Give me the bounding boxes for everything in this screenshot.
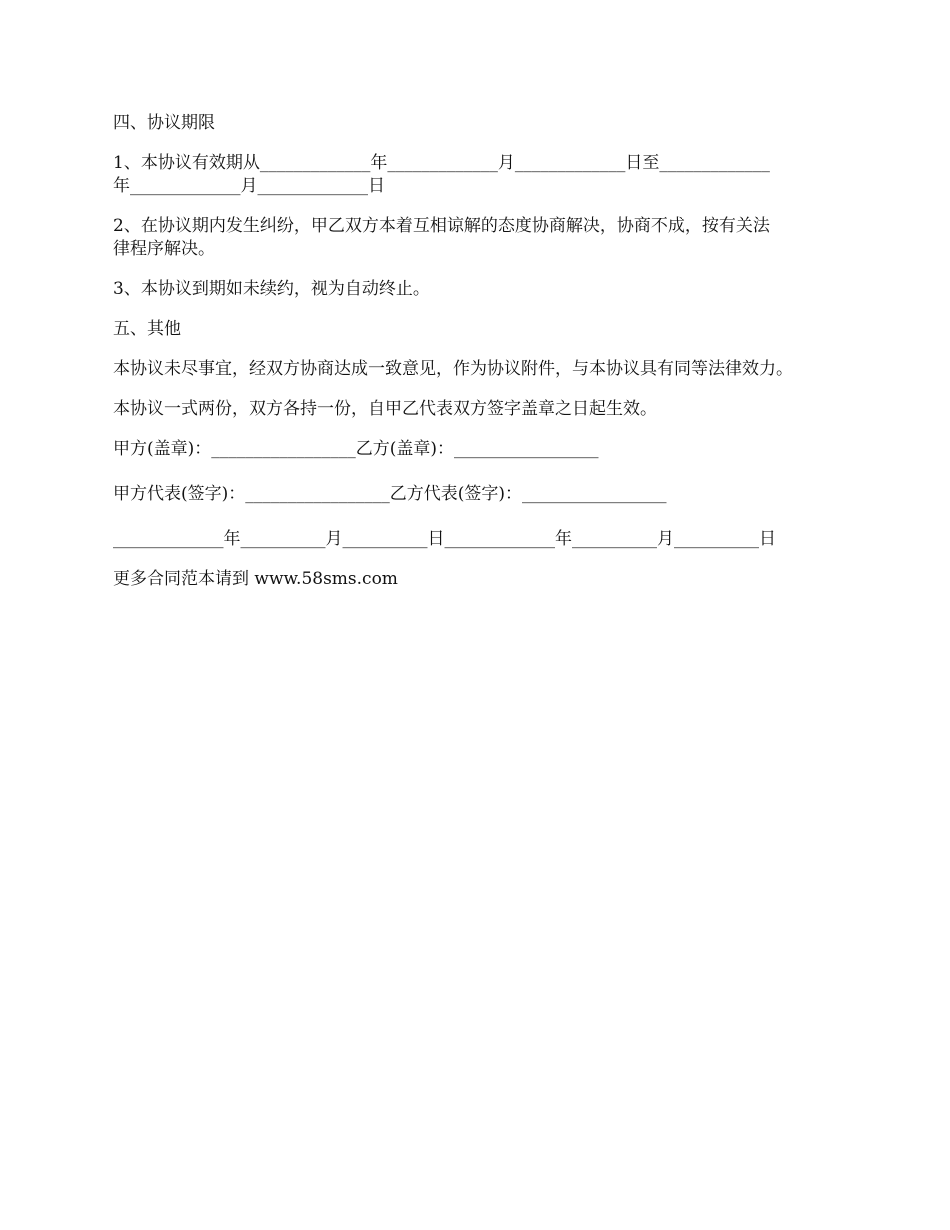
seal-signature-line: 甲方(盖章)：_________________乙方(盖章)：_________________ <box>113 439 599 459</box>
term-item-3: 3、本协议到期如未续约，视为自动终止。 <box>113 279 430 299</box>
term-item-2-line-1: 2、在协议期内发生纠纷，甲乙双方本着互相谅解的态度协商解决，协商不成，按有关法 <box>113 216 770 236</box>
term-item-1-line-2: 年_____________月_____________日 <box>113 176 385 196</box>
other-heading: 五、其他 <box>113 319 181 339</box>
term-item-1-line-1: 1、本协议有效期从_____________年_____________月_____________日至_____________ <box>113 153 770 173</box>
representative-signature-line: 甲方代表(签字)：_________________乙方代表(签字)：_________________ <box>113 484 667 504</box>
term-item-2-line-2: 律程序解决。 <box>113 239 215 259</box>
document-page <box>113 112 853 591</box>
date-signature-line: _____________年__________月__________日_____________年__________月__________日 <box>113 529 776 549</box>
term-heading: 四、协议期限 <box>113 113 215 133</box>
more-contracts-footer: 更多合同范本请到 www.58sms.com <box>113 569 398 589</box>
other-paragraph-2: 本协议一式两份，双方各持一份，自甲乙代表双方签字盖章之日起生效。 <box>113 399 657 419</box>
other-paragraph-1: 本协议未尽事宜，经双方协商达成一致意见，作为协议附件，与本协议具有同等法律效力。 <box>113 359 793 379</box>
